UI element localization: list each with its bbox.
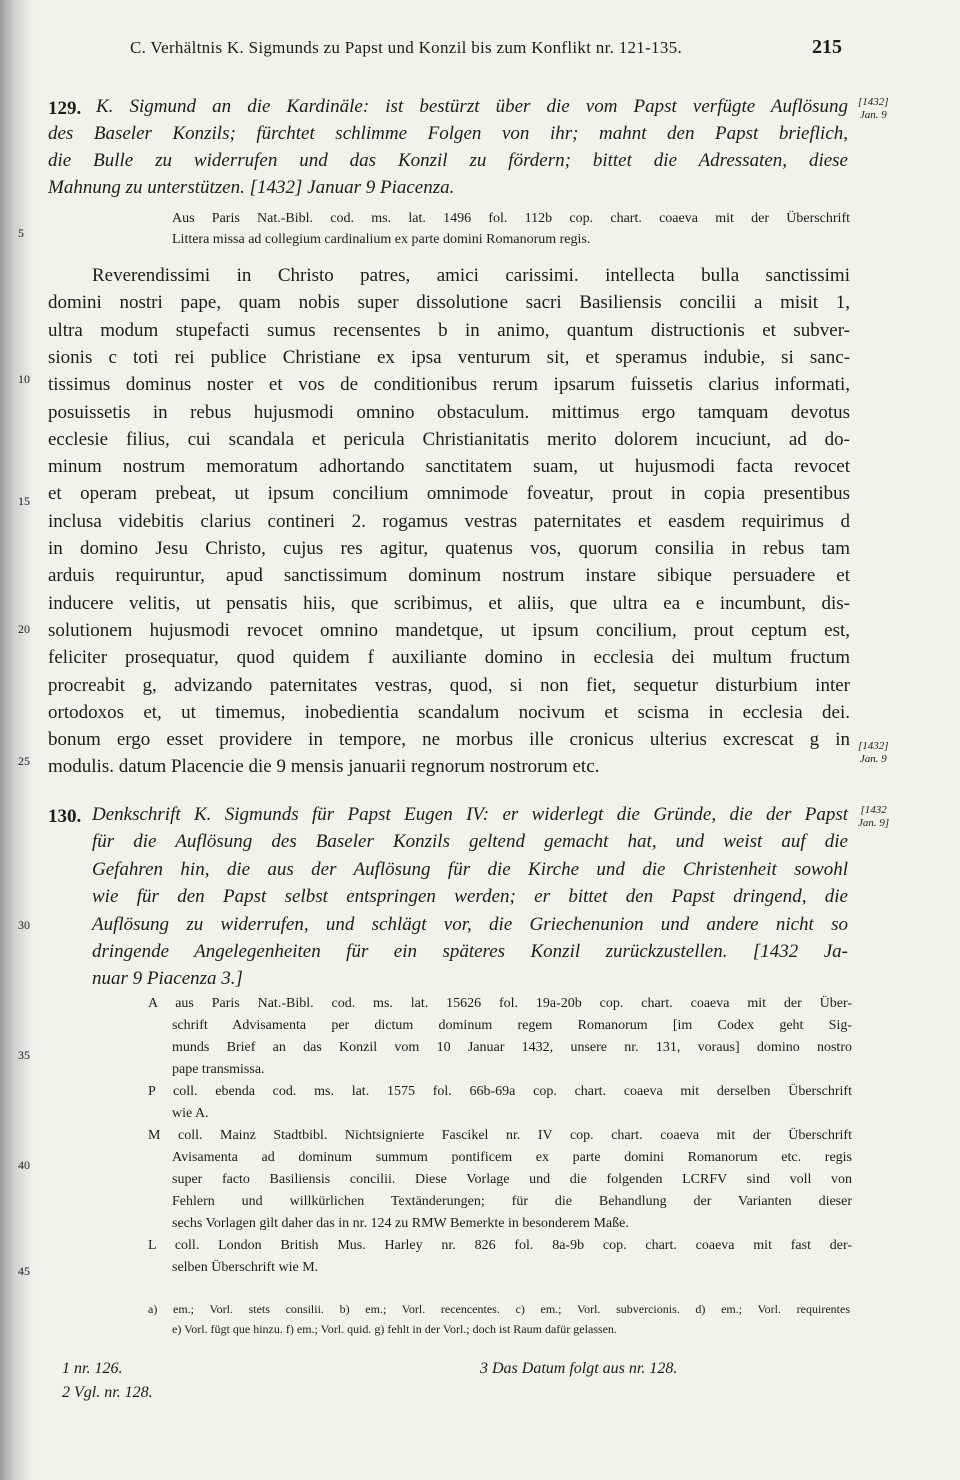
doc130-number: 130. [48, 806, 82, 827]
doc129-margin-date-end: [1432] Jan. 9 [858, 740, 889, 765]
doc130-source-line: munds Brief an das Konzil vom 10 Januar 1432, unsere nr. 131, voraus] domino nostro [172, 1040, 852, 1055]
doc129-margin-date: [1432] Jan. 9 [858, 96, 889, 121]
line-number: 35 [18, 1048, 30, 1062]
doc130-source-line: pape transmissa. [172, 1062, 265, 1077]
line-number: 5 [18, 226, 24, 240]
doc130-source-line: M coll. Mainz Stadtbibl. Nichtsignierte Fascikel nr. IV cop. chart. coaeva mit der Überschrift [148, 1128, 852, 1143]
doc129-body-line: minum nostrum memoratum adhortando sanctitatem suam, ut hujusmodi facta revocet [48, 456, 850, 478]
doc130-source-line: super facto Basiliensis concilii. Diese Vorlage und die folgenden LCRFV sind voll von [172, 1172, 852, 1187]
doc129-body-line: et operam prebeat, ut ipsum concilium omnimode foveatur, prout in copia presentibus [48, 483, 850, 505]
doc130-margin-date: [1432 Jan. 9] [858, 804, 890, 829]
doc130-head-line: dringende Angelegenheiten für ein späteres Konzil zurückzustellen. [1432 Ja- [92, 941, 848, 962]
footnote-3: 3 Das Datum folgt aus nr. 128. [480, 1360, 678, 1377]
doc130-head-line: Denkschrift K. Sigmunds für Papst Eugen IV: er widerlegt die Gründe, die der Papst [92, 804, 848, 825]
line-number: 15 [18, 494, 30, 508]
variant-line-2: e) Vorl. fügt que hinzu. f) em.; Vorl. quid. g) fehlt in der Vorl.; doch ist Raum dafür gelassen. [172, 1322, 617, 1336]
doc130-head-line: für die Auflösung des Baseler Konzils geltend gemacht hat, und weist auf die [92, 831, 848, 853]
doc129-body-line: inclusa videbitis clarius contineri 2. rogamus vestras paternitates et easdem requirimus d [48, 510, 850, 532]
doc129-number: 129. [48, 98, 82, 119]
doc129-body-line: domini nostri pape, quam nobis super dissolutione sacri Basiliensis concilii a misit 1, [48, 292, 850, 314]
doc129-source-line-1: Aus Paris Nat.-Bibl. cod. ms. lat. 1496 fol. 112b cop. chart. coaeva mit der Überschrift [172, 211, 850, 226]
doc129-body-line: posuissetis in rebus hujusmodi omnino obstaculum. mittimus ergo tamquam devotus [48, 401, 850, 423]
doc130-head-line: nuar 9 Piacenza 3.] [92, 968, 243, 990]
doc129-body-line: tissimus dominus noster et vos de conditionibus rerum ipsarum fuissetis clarius informati, [48, 374, 850, 396]
doc129-body-line: sionis c toti rei publice Christiane ex ipsa venturum sit, et speramus indubie, si sanc- [48, 346, 850, 368]
footnote-1: 1 nr. 126. [62, 1360, 123, 1377]
line-number: 25 [18, 754, 30, 768]
doc129-body-line: arduis requiruntur, apud sanctissimum dominum nostrum instare sibique persuadere et [48, 565, 850, 587]
line-number: 40 [18, 1158, 30, 1172]
line-number: 10 [18, 372, 30, 386]
doc129-body-line: procreabit g, advizando paternitates vestras, quod, si non fiet, sequetur disturbium inter [48, 674, 850, 696]
doc129-body-line: ultra modum stupefacti sumus recensentes b in animo, quantum distructionis et subver- [48, 319, 850, 341]
doc129-source-line-2: Littera missa ad collegium cardinalium ex parte domini Romanorum regis. [172, 232, 591, 247]
variant-line-1: a) em.; Vorl. stets consilii. b) em.; Vorl. recencentes. c) em.; Vorl. subvercionis. d) em.; Vorl. requirentes [148, 1302, 850, 1316]
doc129-head-line-4: Mahnung zu unterstützen. [1432] Januar 9 Piacenza. [48, 177, 455, 198]
doc130-head-line: wie für den Papst selbst entspringen werden; er bittet den Papst dringend, die [92, 886, 848, 908]
doc130-source-line: schrift Advisamenta per dictum dominum regem Romanorum [im Codex geht Sig- [172, 1018, 852, 1033]
line-number: 20 [18, 622, 30, 636]
doc130-source-line: Avisamenta ad dominum summum pontificem ex parte domini Romanorum etc. regis [172, 1150, 852, 1165]
doc129-body-line: ortodoxos et, ut timemus, inobedientia scandalum nocivum et scisma in ecclesia dei. [48, 701, 850, 723]
doc129-body-line: modulis. datum Placencie die 9 mensis januarii regnorum nostrorum etc. [48, 756, 600, 778]
doc129-head-line-2: des Baseler Konzils; fürchtet schlimme Folgen von ihr; mahnt den Papst brieflich, [48, 123, 848, 144]
doc129-body-line: inducere velitis, ut pensatis hiis, que scribimus, et aliis, que ultra ea e incumbunt, dis- [48, 592, 850, 614]
doc130-source-line: L coll. London British Mus. Harley nr. 826 fol. 8a-9b cop. chart. coaeva mit fast der- [148, 1238, 852, 1253]
doc130-source-line: sechs Vorlagen gilt daher das in nr. 124 zu RMW Bemerkte in besonderem Maße. [172, 1216, 629, 1231]
doc130-source-line: wie A. [172, 1106, 209, 1121]
doc129-body-line: ecclesie filius, cui scandala et pericula Christianitatis merito dolorem incuciunt, ad do- [48, 428, 850, 450]
footnote-2: 2 Vgl. nr. 128. [62, 1384, 153, 1401]
doc130-head-line: Auflösung zu widerrufen, und schlägt vor, die Griechenunion und andere nicht so [92, 913, 848, 935]
doc129-head-line-1: K. Sigmund an die Kardinäle: ist bestürzt über die vom Papst verfügte Auflösung [96, 96, 848, 117]
doc129-head-line-3: die Bulle zu widerrufen und das Konzil zu fördern; bittet die Adressaten, diese [48, 150, 848, 171]
doc129-body-line: in domino Jesu Christo, cujus res agitur, quatenus vos, quorum consilia in rebus tam [48, 538, 850, 559]
doc130-source-line: selben Überschrift wie M. [172, 1260, 319, 1275]
doc130-source-line: A aus Paris Nat.-Bibl. cod. ms. lat. 15626 fol. 19a-20b cop. chart. coaeva mit der Über- [148, 996, 852, 1011]
doc130-head-line: Gefahren hin, die aus der Auflösung für die Kirche und die Christenheit sowohl [92, 858, 848, 880]
page-number: 215 [812, 36, 842, 58]
line-number: 30 [18, 918, 30, 932]
binding-shadow [0, 0, 34, 1480]
doc130-source-line: P coll. ebenda cod. ms. lat. 1575 fol. 66b-69a cop. chart. coaeva mit derselben Überschrift [148, 1084, 852, 1099]
doc129-body-line: feliciter prosequatur, quod quidem f auxiliante domino in ecclesia dei multum fructum [48, 647, 850, 669]
line-number: 45 [18, 1264, 30, 1278]
running-header: C. Verhältnis K. Sigmunds zu Papst und Konzil bis zum Konflikt nr. 121-135. [130, 38, 683, 57]
doc129-body-line: bonum ergo esset providere in tempore, ne morbus ille cronicus ulterius excrescat g in [48, 729, 850, 751]
doc130-source-line: Fehlern und willkürlichen Textänderungen; für die Behandlung der Varianten dieser [172, 1194, 852, 1209]
doc129-body-line: Reverendissimi in Christo patres, amici carissimi. intellecta bulla sanctissimi [92, 265, 850, 286]
doc129-body-line: solutionem hujusmodi revocet omnino mandetque, ut ipsum concilium, prout ceptum est, [48, 619, 850, 641]
